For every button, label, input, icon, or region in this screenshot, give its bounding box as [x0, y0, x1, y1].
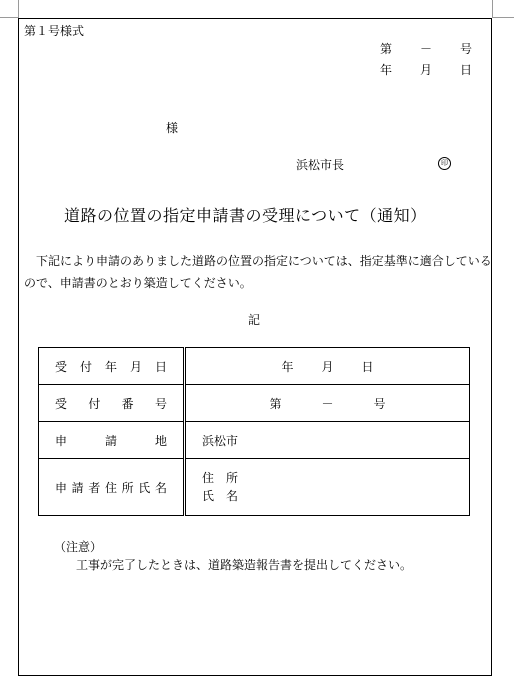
label-char: 号: [154, 396, 167, 411]
label-char: 住: [104, 480, 117, 495]
document-title: 道路の位置の指定申請書の受理について（通知）: [64, 206, 427, 225]
label-char: 名: [154, 480, 167, 495]
label-char: 付: [88, 396, 101, 411]
label-char: 所: [121, 480, 134, 495]
crop-mark-right-v: [492, 0, 493, 18]
value-cell-receipt-date: [185, 348, 470, 385]
address-line: [202, 469, 238, 487]
label-char: 請: [104, 433, 117, 448]
name-line: [202, 487, 238, 505]
value-part: 名: [225, 489, 238, 503]
label-char: 者: [88, 480, 101, 495]
label-char: 番: [121, 396, 134, 411]
crop-mark-left-h: [0, 17, 18, 18]
table-row: [39, 385, 470, 422]
document-number: [380, 40, 472, 57]
value-part: 月: [321, 359, 334, 374]
body-paragraph: 下記により申請のありました道路の位置の指定については、指定基準に適合しているので、申請書のとおり築造してください。: [24, 254, 492, 290]
label-char: 付: [79, 359, 92, 374]
value-part: 年: [281, 359, 294, 374]
label-char: 申: [55, 433, 68, 448]
date-year: 年: [380, 63, 393, 77]
label-char: 月: [129, 359, 142, 374]
document-date: [380, 61, 472, 78]
note-heading: （注意）: [54, 540, 103, 554]
value-part: 氏: [202, 489, 215, 503]
value-part: －: [321, 396, 334, 411]
value-part: 住: [202, 471, 215, 485]
label-char: 受: [55, 396, 68, 411]
label-cell-applicant: [39, 459, 185, 516]
crop-mark-right-h: [493, 17, 514, 18]
form-label: 第１号様式: [24, 24, 85, 38]
label-cell-receipt-date: [39, 348, 185, 385]
label-char: 日: [154, 359, 167, 374]
docnum-suffix: 号: [459, 42, 472, 56]
value-part: 第: [269, 396, 282, 411]
docnum-prefix: 第: [380, 42, 393, 56]
table-row: [39, 348, 470, 385]
label-char: 請: [71, 480, 84, 495]
value-cell-receipt-number: [185, 385, 470, 422]
value-part: 所: [225, 471, 238, 485]
form-table: [38, 347, 470, 516]
note-text: 工事が完了したときは、道路築造報告書を提出してください。: [76, 558, 413, 572]
label-cell-receipt-number: [39, 385, 185, 422]
crop-mark-left-v: [18, 0, 19, 18]
label-char: 地: [154, 433, 167, 448]
table-row: [39, 422, 470, 459]
label-char: 申: [55, 480, 68, 495]
label-char: 氏: [138, 480, 151, 495]
value-cell-application-site: 浜松市: [185, 422, 470, 459]
seal-mark: 印: [438, 157, 451, 170]
value-part: 日: [361, 359, 374, 374]
date-month: 月: [419, 63, 432, 77]
value-part: 号: [373, 396, 386, 411]
recipient-honorific: 様: [166, 121, 179, 135]
value-cell-applicant: [185, 459, 470, 516]
label-char: 受: [55, 359, 68, 374]
label-cell-application-site: [39, 422, 185, 459]
table-row: [39, 459, 470, 516]
docnum-dash: －: [419, 42, 432, 56]
date-day: 日: [459, 63, 472, 77]
label-char: 年: [104, 359, 117, 374]
issuer-name: 浜松市長: [296, 158, 345, 172]
ki-heading: 記: [248, 313, 261, 327]
